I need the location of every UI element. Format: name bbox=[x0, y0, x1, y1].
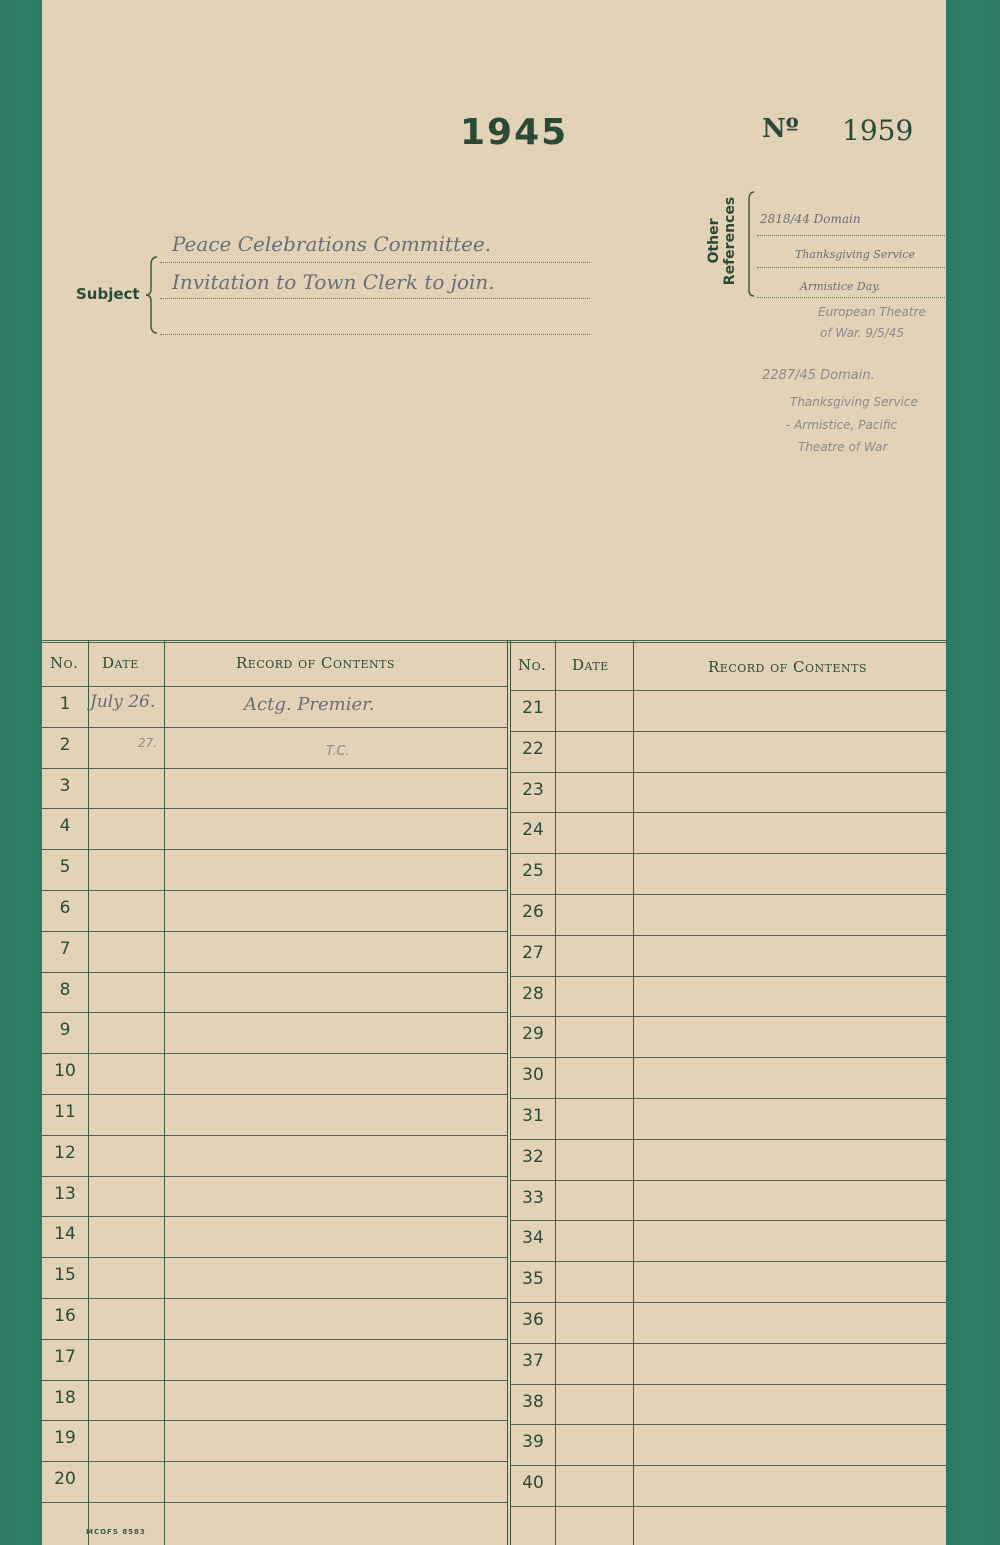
row-rule-right bbox=[510, 935, 946, 936]
other-references-label: Other References bbox=[706, 196, 738, 286]
row-rule-right bbox=[510, 1057, 946, 1058]
header-record-left: Record of Contents bbox=[236, 654, 396, 672]
row-rule-left bbox=[42, 890, 507, 891]
row-number-right: 26 bbox=[522, 902, 544, 922]
column-rule bbox=[88, 640, 89, 1545]
row-number-right: 24 bbox=[522, 820, 544, 840]
row-number-left: 13 bbox=[54, 1184, 76, 1204]
row-rule-left bbox=[42, 1216, 507, 1217]
row-number-left: 3 bbox=[59, 776, 71, 796]
row-number-left: 14 bbox=[54, 1224, 76, 1244]
row-number-left: 15 bbox=[54, 1265, 76, 1285]
header-date-left: Date bbox=[102, 654, 139, 672]
row-rule-left bbox=[42, 1502, 507, 1503]
reference-entry-5: of War. 9/5/45 bbox=[820, 326, 905, 340]
row-number-left: 16 bbox=[54, 1306, 76, 1326]
print-code: MCOFS 8583 bbox=[86, 1528, 146, 1536]
row-number-left: 4 bbox=[59, 816, 71, 836]
header-date-right: Date bbox=[572, 656, 609, 674]
table-top-rule bbox=[42, 640, 946, 641]
row-number-right: 38 bbox=[522, 1392, 544, 1412]
row-rule-left bbox=[42, 686, 507, 687]
row-number-left: 12 bbox=[54, 1143, 76, 1163]
row-rule-right bbox=[510, 1139, 946, 1140]
row-rule-right bbox=[510, 1343, 946, 1344]
row-rule-left bbox=[42, 1339, 507, 1340]
row-rule-left bbox=[42, 1298, 507, 1299]
row-number-right: 29 bbox=[522, 1024, 544, 1044]
row-number-left: 9 bbox=[59, 1020, 71, 1040]
row-rule-right bbox=[510, 772, 946, 773]
entry-2-date: 27. bbox=[138, 736, 158, 750]
reference-entry-3: Armistice Day. bbox=[800, 280, 881, 293]
row-number-right: 37 bbox=[522, 1351, 544, 1371]
row-rule-right bbox=[510, 1098, 946, 1099]
row-rule-left bbox=[42, 972, 507, 973]
row-number-right: 21 bbox=[522, 698, 544, 718]
row-rule-right bbox=[510, 731, 946, 732]
row-rule-left bbox=[42, 768, 507, 769]
reference-entry-2: Thanksgiving Service bbox=[795, 248, 915, 261]
row-number-left: 1 bbox=[59, 694, 71, 714]
row-rule-left bbox=[42, 1257, 507, 1258]
subject-line-3 bbox=[160, 300, 590, 335]
row-number-right: 36 bbox=[522, 1310, 544, 1330]
row-number-left: 5 bbox=[59, 857, 71, 877]
row-number-right: 35 bbox=[522, 1269, 544, 1289]
row-rule-left bbox=[42, 1461, 507, 1462]
row-rule-left bbox=[42, 1053, 507, 1054]
reference-entry-1: 2818/44 Domain bbox=[760, 212, 861, 226]
row-number-left: 2 bbox=[59, 735, 71, 755]
references-brace-icon bbox=[745, 190, 755, 298]
subject-brace-icon bbox=[145, 255, 159, 335]
row-number-left: 7 bbox=[59, 939, 71, 959]
row-number-left: 20 bbox=[54, 1469, 76, 1489]
row-rule-left bbox=[42, 1135, 507, 1136]
row-number-right: 32 bbox=[522, 1147, 544, 1167]
row-number-left: 6 bbox=[59, 898, 71, 918]
row-rule-left bbox=[42, 1094, 507, 1095]
subject-text-line-2: Invitation to Town Clerk to join. bbox=[172, 270, 495, 294]
file-year: 1945 bbox=[460, 112, 569, 153]
entry-2-record: T.C. bbox=[326, 744, 350, 759]
row-rule-right bbox=[510, 1384, 946, 1385]
row-rule-left bbox=[42, 1012, 507, 1013]
row-rule-left bbox=[42, 727, 507, 728]
row-number-right: 30 bbox=[522, 1065, 544, 1085]
row-number-right: 27 bbox=[522, 943, 544, 963]
row-rule-right bbox=[510, 812, 946, 813]
row-number-right: 34 bbox=[522, 1228, 544, 1248]
row-number-right: 23 bbox=[522, 780, 544, 800]
row-number-right: 28 bbox=[522, 984, 544, 1004]
table-top-rule-double bbox=[42, 642, 946, 643]
row-number-left: 17 bbox=[54, 1347, 76, 1367]
subject-text-line-1: Peace Celebrations Committee. bbox=[172, 232, 492, 256]
row-rule-right bbox=[510, 1302, 946, 1303]
contents-register bbox=[42, 640, 946, 1545]
row-number-right: 25 bbox=[522, 861, 544, 881]
column-rule bbox=[164, 640, 165, 1545]
row-rule-right bbox=[510, 1220, 946, 1221]
row-rule-left bbox=[42, 1380, 507, 1381]
row-rule-right bbox=[510, 1180, 946, 1181]
header-no-right: No. bbox=[518, 656, 547, 674]
row-rule-left bbox=[42, 808, 507, 809]
reference-entry-4: European Theatre bbox=[818, 305, 926, 319]
row-rule-right bbox=[510, 976, 946, 977]
row-rule-right bbox=[510, 1465, 946, 1466]
row-rule-right bbox=[510, 1506, 946, 1507]
entry-1-date: July 26. bbox=[90, 692, 156, 712]
row-number-right: 22 bbox=[522, 739, 544, 759]
row-rule-right bbox=[510, 690, 946, 691]
row-number-right: 31 bbox=[522, 1106, 544, 1126]
row-rule-right bbox=[510, 1016, 946, 1017]
header-record-right: Record of Contents bbox=[708, 658, 868, 676]
column-rule bbox=[507, 640, 508, 1545]
row-number-right: 40 bbox=[522, 1473, 544, 1493]
row-number-right: 39 bbox=[522, 1432, 544, 1452]
row-rule-left bbox=[42, 849, 507, 850]
row-number-left: 19 bbox=[54, 1428, 76, 1448]
number-label: Nº bbox=[762, 114, 799, 144]
column-rule bbox=[633, 640, 634, 1545]
file-number: 1959 bbox=[842, 114, 914, 147]
subject-label: Subject bbox=[76, 285, 140, 303]
row-rule-right bbox=[510, 894, 946, 895]
row-rule-left bbox=[42, 1176, 507, 1177]
reference-note-3: - Armistice, Pacific bbox=[786, 418, 898, 432]
row-rule-left bbox=[42, 931, 507, 932]
row-number-left: 18 bbox=[54, 1388, 76, 1408]
row-rule-right bbox=[510, 1424, 946, 1425]
reference-note-1: 2287/45 Domain. bbox=[762, 368, 875, 383]
row-rule-right bbox=[510, 1261, 946, 1262]
row-number-right: 33 bbox=[522, 1188, 544, 1208]
row-number-left: 8 bbox=[59, 980, 71, 1000]
reference-note-4: Theatre of War bbox=[798, 440, 888, 454]
row-rule-right bbox=[510, 853, 946, 854]
entry-1-record: Actg. Premier. bbox=[244, 694, 375, 715]
reference-note-2: Thanksgiving Service bbox=[790, 395, 918, 409]
row-number-left: 10 bbox=[54, 1061, 76, 1081]
row-number-left: 11 bbox=[54, 1102, 76, 1122]
row-rule-left bbox=[42, 1420, 507, 1421]
header-no-left: No. bbox=[50, 654, 79, 672]
